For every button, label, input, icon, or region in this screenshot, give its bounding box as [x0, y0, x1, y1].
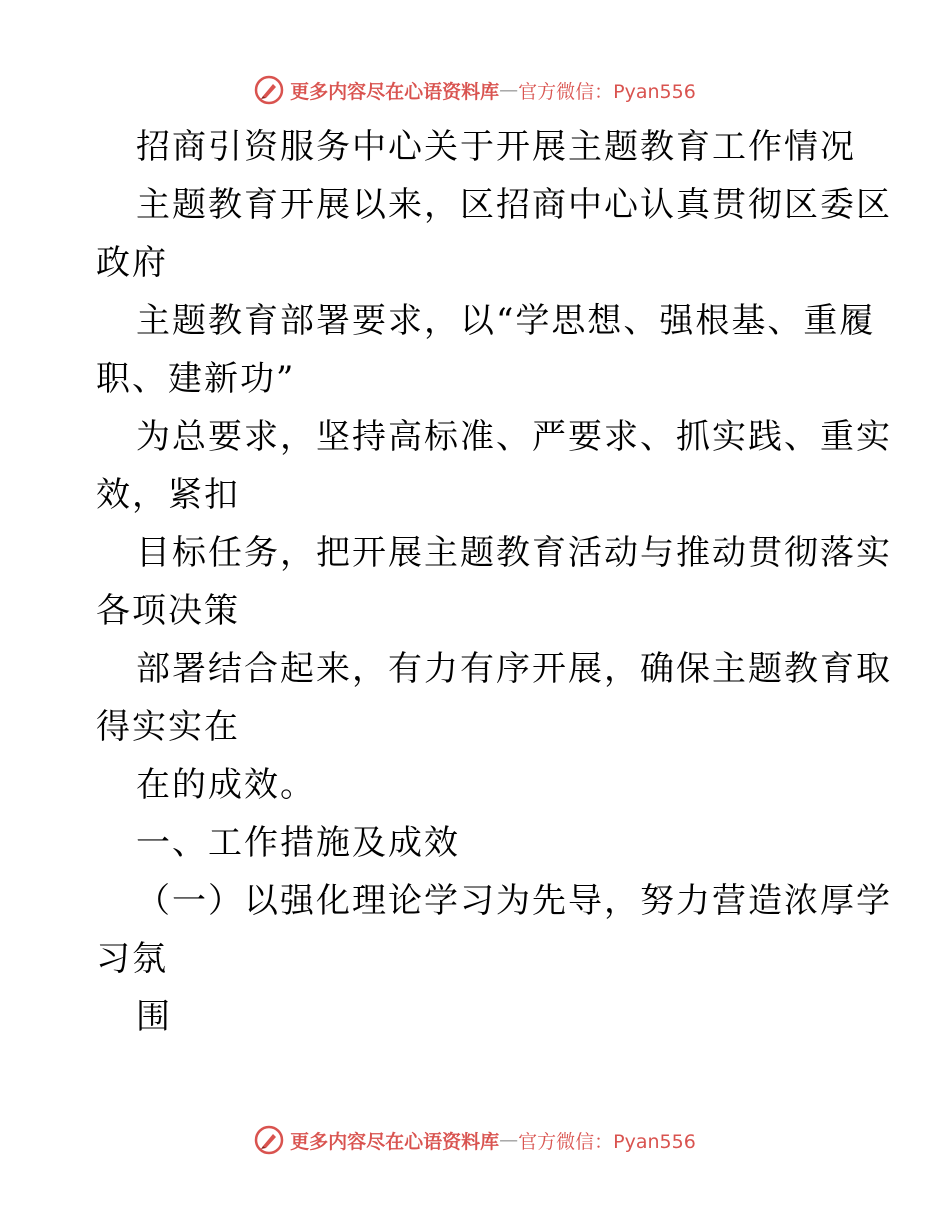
watermark-separator: — [499, 79, 519, 101]
pen-nib-icon [254, 1125, 284, 1155]
document-line: 效，紧扣 [96, 475, 240, 515]
document-line: 招商引资服务中心关于开展主题教育工作情况 [136, 127, 856, 167]
watermark-separator: — [499, 1129, 519, 1151]
watermark-main-text: 更多内容尽在心语资料库 [290, 80, 500, 103]
section-heading: 一、工作措施及成效 [136, 823, 460, 863]
document-line: 目标任务，把开展主题教育活动与推动贯彻落实 [136, 533, 892, 573]
document-line: 职、建新功” [96, 359, 296, 399]
watermark-sub-text: 官方微信：Pyan556 [518, 80, 696, 103]
document-line: 各项决策 [96, 591, 240, 631]
document-line: 主题教育开展以来，区招商中心认真贯彻区委区 [136, 185, 892, 225]
footer-watermark [0, 1120, 950, 1160]
pen-nib-icon [254, 75, 284, 105]
watermark-sub-text: 官方微信：Pyan556 [518, 1130, 696, 1153]
document-body [96, 118, 892, 1046]
document-line: 政府 [96, 243, 168, 283]
document-line: 部署结合起来，有力有序开展，确保主题教育取 [136, 649, 892, 689]
watermark-main-text: 更多内容尽在心语资料库 [290, 1130, 500, 1153]
document-line: 在的成效。 [136, 765, 316, 805]
document-line: 为总要求，坚持高标准、严要求、抓实践、重实 [136, 417, 892, 457]
header-watermark [0, 70, 950, 110]
document-line: 围 [136, 997, 172, 1037]
document-line: 习氛 [96, 939, 168, 979]
subsection-heading: （一）以强化理论学习为先导，努力营造浓厚学 [136, 881, 892, 921]
document-line: 主题教育部署要求，以“学思想、强根基、重履 [136, 301, 876, 341]
document-line: 得实实在 [96, 707, 240, 747]
